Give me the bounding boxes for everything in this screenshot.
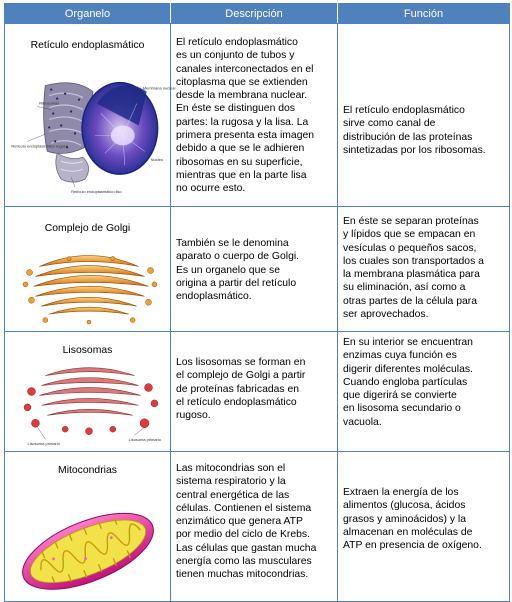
- descripcion-line: tienen muchas mitocondrias.: [176, 569, 309, 581]
- funcion-cell: [338, 332, 510, 452]
- descripcion-line: debido a que se le adhieren: [176, 143, 305, 155]
- descripcion-line: es un conjunto de tubos y: [176, 50, 295, 62]
- table-row-lisosomas: [5, 332, 510, 452]
- organelo-cell: [5, 24, 176, 207]
- descripcion-line: canales interconectados en el: [176, 63, 314, 75]
- funcion-line: enzimas cuya función es: [343, 350, 457, 362]
- descripcion-line: endoplasmático.: [176, 291, 252, 303]
- funcion-line: Extraen la energía de los: [343, 487, 459, 498]
- funcion-line: En su interior se encuentran: [343, 337, 473, 348]
- descripcion-line: el retículo endoplasmático: [176, 396, 297, 408]
- descripcion-line: Los lisosomas se forman en: [176, 357, 306, 368]
- descripcion-line: primera presenta esta imagen: [176, 130, 315, 142]
- descripcion-line: no ocurre esto.: [176, 183, 246, 195]
- organelo-cell: [5, 332, 171, 452]
- descripcion-line: Las células que gastan mucha: [176, 542, 317, 554]
- table-row-mitocondrias: [5, 452, 510, 602]
- funcion-line: alimentos (glucosa, ácidos: [343, 500, 466, 512]
- funcion-cell: [338, 452, 510, 602]
- descripcion-line: En éste se distinguen dos: [176, 103, 295, 115]
- organelo-name: Retículo endoplasmático: [30, 40, 145, 51]
- header-row: [5, 4, 510, 24]
- descripcion-cell: [171, 24, 338, 207]
- header-descripcion: Descripción: [171, 4, 338, 24]
- funcion-line: El retículo endoplasmático: [343, 105, 465, 116]
- descripcion-line: desde la membrana nuclear.: [176, 90, 308, 102]
- funcion-line: vacuola.: [343, 416, 382, 428]
- organelo-name: Complejo de Golgi: [44, 223, 131, 234]
- descripcion-line: Es un organelo que se: [176, 264, 280, 276]
- funcion-line: en lisosoma secundario o: [343, 403, 461, 415]
- header-organelo: Organelo: [5, 4, 171, 24]
- funcion-line: sirve como canal de: [343, 118, 436, 130]
- funcion-line: distribución de las proteínas: [343, 131, 473, 143]
- funcion-line: los cuales son transportados a: [343, 255, 484, 267]
- descripcion-line: El retículo endoplasmático: [176, 37, 298, 48]
- descripcion-line: central energética de las: [176, 489, 290, 501]
- organelo-name: Mitocondrias: [58, 465, 117, 476]
- funcion-line: digerir diferentes moléculas.: [343, 363, 473, 375]
- descripcion-line: aparato o cuerpo de Golgi.: [176, 251, 300, 263]
- descripcion-line: el complejo de Golgi a partir: [176, 370, 306, 382]
- funcion-line: su eliminación, así como a: [343, 282, 466, 294]
- descripcion-line: sistema respiratorio y la: [176, 476, 286, 488]
- descripcion-line: ribosomas en su superficie,: [176, 156, 303, 168]
- table-row-reticulo: [5, 24, 510, 207]
- label-ribosomas: Ribosomas: [39, 100, 60, 106]
- label-reticulo-liso: Retículo endoplasmático liso: [71, 189, 122, 195]
- funcion-line: sintetizadas por los ribosomas.: [343, 144, 486, 156]
- organelo-name: Lisosomas: [62, 345, 113, 356]
- funcion-line: ser aprovechados.: [343, 309, 429, 321]
- descripcion-line: enzimático que genera ATP: [176, 516, 303, 528]
- funcion-line: la membrana plasmática para: [343, 269, 480, 281]
- funcion-line: En éste se separan proteínas: [343, 216, 479, 227]
- organelo-cell: [5, 452, 171, 602]
- label-membrana-nuclear: Membrana nuclear: [142, 85, 176, 91]
- funcion-line: ATP en presencia de oxígeno.: [343, 540, 482, 552]
- descripcion-line: de proteínas fabricadas en: [176, 383, 300, 395]
- funcion-line: grasos y aminoácidos) y la: [343, 513, 467, 525]
- header-funcion: Función: [338, 4, 510, 24]
- descripcion-line: rugoso.: [176, 410, 211, 422]
- funcion-line: Cuando engloba partículas: [343, 376, 468, 388]
- descripcion-cell: [171, 332, 338, 452]
- descripcion-line: energía como las musculares: [176, 556, 312, 568]
- label-nucleo: Núcleo: [150, 157, 164, 163]
- funcion-line: que digerirá se convierte: [343, 390, 457, 402]
- descripcion-line: citoplasma que se extienden: [176, 76, 308, 88]
- funcion-cell: [338, 207, 510, 332]
- organelles-table: [4, 3, 510, 602]
- funcion-cell: [338, 24, 510, 207]
- descripcion-line: partes: la rugosa y la lisa. La: [176, 116, 309, 128]
- label-lisosoma-primario-2: Lisosoma primario: [128, 437, 161, 443]
- label-lisosoma-primario: Lisosoma primario: [27, 441, 60, 447]
- descripcion-line: células. Contienen el sistema: [176, 502, 312, 514]
- descripcion-line: por medio del ciclo de Krebs.: [176, 529, 310, 541]
- funcion-line: vesículas o pequeños sacos,: [343, 242, 477, 254]
- funcion-line: almacenan en moléculas de: [343, 526, 473, 538]
- funcion-line: otras partes de la célula para: [343, 295, 478, 307]
- funcion-line: y lípidos que se empacan en: [343, 229, 476, 241]
- descripcion-cell: [171, 207, 338, 332]
- organelo-cell: [5, 207, 171, 332]
- descripcion-line: También se le denomina: [176, 238, 289, 249]
- descripcion-line: mientras que en la parte lisa: [176, 169, 307, 181]
- label-reticulo-rugoso: Retículo endoplasmático rugoso: [11, 143, 69, 149]
- descripcion-line: Las mitocondrias son el: [176, 463, 286, 474]
- descripcion-cell: [171, 452, 338, 602]
- descripcion-line: origina a partir del retículo: [176, 277, 297, 289]
- table-row-golgi: [5, 207, 510, 332]
